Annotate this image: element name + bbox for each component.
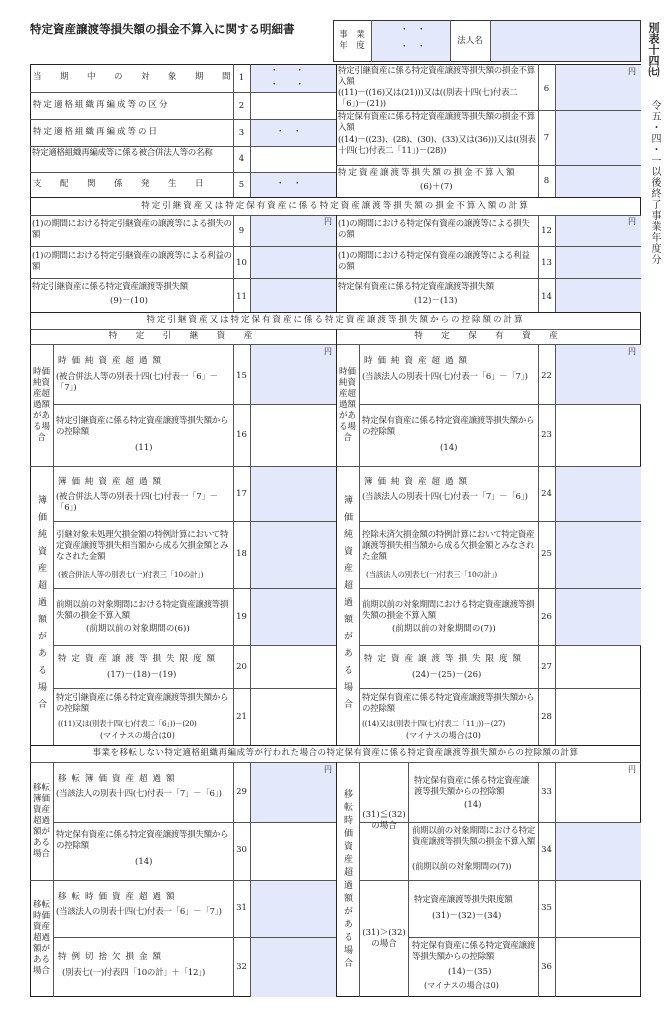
row-6-no: 6 [543, 84, 550, 94]
row-36-field[interactable] [556, 938, 641, 997]
row-4-field[interactable] [251, 147, 336, 172]
row-7-no: 7 [543, 133, 550, 143]
row-29-no: 29 [236, 787, 247, 797]
hojin-mei-label: 法人名 [457, 35, 483, 46]
row-33-label: 特定保有資産に係る特定資産譲渡等損失額からの控除額 [414, 776, 529, 797]
row-29-yen: 円 [324, 765, 332, 774]
row-4-label: 特定適格組織再編成等に係る被合併法人等の名称 [32, 148, 213, 158]
row-23-field[interactable] [556, 405, 641, 466]
row-31-field[interactable] [251, 881, 336, 937]
row-9-no: 9 [238, 226, 245, 236]
row-10-label: (1)の期間における特定引継資産の譲渡等による利益の額 [32, 251, 232, 272]
iten-jika-side-label: 移転時価資産超過額がある場合 [32, 900, 50, 976]
row-19-label: 前期以前の対象期間における特定資産譲渡等損失額の損金不算入額 [56, 600, 229, 621]
row-15-no: 15 [236, 371, 247, 381]
row-6-formula: ((11)－((16)又は(21)))又は((別表十四(七)付表二「6」)－(21)) [338, 88, 518, 109]
jika-left-side-label: 時価純資産超過額がある場合 [32, 366, 50, 443]
row-15-label: 時価純資産超過額 [58, 356, 167, 366]
row-34-no: 34 [541, 845, 552, 855]
row-9-label: (1)の期間における特定引継資産の譲渡等による損失の額 [32, 219, 232, 240]
row-8-label: 特定資産譲渡等損失額の損金不算入額 [338, 168, 517, 178]
row-16-field[interactable] [251, 405, 336, 466]
row-36-label: 特定保有資産に係る特定資産譲渡等損失額からの控除額 [412, 941, 536, 962]
row-5-dots: ・ ・ [276, 179, 302, 189]
row-21-note: (マイナスの場合は0) [100, 731, 175, 740]
row-2-label: 特定適格組織再編成等の区分 [33, 100, 170, 110]
row-1-dots-b: ・ ・ [270, 80, 305, 90]
row-31-label: 移転時価資産超過額 [58, 892, 180, 902]
section-3-title: 事業を移転しない特定適格組織再編成等が行われた場合の特定保有資産に係る特定資産譲渡等損失額からの控除額の計算 [92, 748, 579, 758]
row-23-label: 特定保有資産に係る特定資産譲渡等損失額からの控除額 [362, 416, 535, 437]
row-17-field[interactable] [251, 467, 336, 521]
row-29-label: 移転簿価資産超過額 [58, 774, 180, 784]
row-5-no: 5 [238, 180, 245, 190]
row-17-no: 17 [236, 489, 247, 499]
row-12-label: (1)の期間における特定保有資産の譲渡等による損失の額 [338, 219, 530, 240]
row-23-no: 23 [541, 430, 552, 440]
row-34-field[interactable] [556, 823, 641, 880]
row-33-no: 33 [541, 787, 552, 797]
row-35-label: 特定資産譲渡等損失限度額 [414, 895, 513, 905]
row-13-field[interactable] [556, 247, 641, 278]
row-16-formula: (11) [135, 443, 153, 453]
row-32-field[interactable] [251, 938, 336, 997]
row-28-no: 28 [541, 712, 552, 722]
row-15-yen: 円 [324, 347, 332, 356]
row-28-formula: ((14)又は(別表十四(七)付表二「11」))－(27) [362, 719, 505, 728]
row-28-label: 特定保有資産に係る特定資産譲渡等損失額からの控除額 [362, 693, 535, 714]
row-26-label: 前期以前の対象期間における特定資産譲渡等損失額の損金不算入額 [362, 600, 535, 621]
row-13-label: (1)の期間における特定保有資産の譲渡等による利益の額 [338, 251, 530, 272]
row-16-label: 特定引継資産に係る特定資産譲渡等損失額からの控除額 [56, 416, 229, 437]
row-21-label: 特定引継資産に係る特定資産譲渡等損失額からの控除額 [56, 693, 229, 714]
row-24-label: 簿価純資産超過額 [364, 477, 473, 487]
row-36-no: 36 [541, 962, 552, 972]
row-26-no: 26 [541, 612, 552, 622]
condition-a-label: (31)≦(32)の場合 [362, 810, 406, 831]
page-title: 特定資産譲渡等損失額の損金不算入に関する明細書 [30, 22, 295, 36]
row-18-no: 18 [236, 549, 247, 559]
row-18-label: 引継対象未処理欠損金額の特例計算において特定資産譲渡等損失相当額から成る欠損金額とみなされた金額 [56, 530, 229, 562]
row-28-note: (マイナスの場合は0) [406, 731, 481, 740]
row-20-formula: (17)－(18)－(19) [107, 670, 177, 680]
row-27-field[interactable] [556, 646, 641, 688]
row-1-label: 当 期 中 の 対 象 期 間 [33, 72, 236, 82]
row-1-dots: ・ ・ [270, 66, 305, 76]
row-18-field[interactable] [251, 522, 336, 588]
row-17-formula: (被合併法人等の別表十四(七)付表一「7」－「6」) [56, 492, 218, 513]
row-27-no: 27 [541, 662, 552, 672]
section-2-title: 特定引継資産又は特定保有資産に係る特定資産譲渡等損失額からの控除額の計算 [146, 315, 525, 325]
row-36-note: (マイナスの場合は0) [424, 981, 499, 990]
row-5-label: 支 配 関 係 発 生 日 [33, 179, 209, 189]
row-3-label: 特定適格組織再編成等の日 [33, 127, 160, 137]
row-35-field[interactable] [556, 881, 641, 937]
jigyo-nendo-label: 事 業 年 度 [339, 30, 365, 51]
row-11-label: 特定引継資産に係る特定資産譲渡等損失額 [32, 282, 188, 292]
row-9-yen: 円 [324, 217, 332, 226]
jigyo-nendo-dots-1: ・ ・ [400, 25, 426, 35]
row-21-formula: ((11)又は(別表十四(七)付表二「6」))－(20) [58, 719, 197, 728]
row-8-no: 8 [543, 176, 550, 186]
row-3-dots: ・ ・ [276, 127, 302, 137]
row-27-formula: (24)－(25)－(26) [412, 670, 482, 680]
row-1-no: 1 [238, 73, 245, 83]
row-12-no: 12 [541, 226, 552, 236]
row-32-label: 特例切捨欠損金額 [58, 952, 167, 962]
row-10-field[interactable] [251, 247, 336, 278]
row-7-formula: ((14)－((23)、(28)、(30)、(33)又は(36)))又は((別表十四(七)付表二「11」)－(28)) [338, 135, 536, 156]
iten-jika-right-side-label: 移転時価資産超過額がある場合 [342, 788, 352, 971]
section-2-left-head: 特 定 引 継 資 産 [108, 331, 258, 341]
row-31-formula: (当該法人の別表十四(七)付表一「6」－「7」) [56, 907, 222, 917]
row-2-field[interactable] [251, 93, 336, 119]
boka-left-side-label: 簿価純資産超過額がある場合 [36, 495, 46, 716]
row-20-no: 20 [236, 662, 247, 672]
row-2-no: 2 [238, 101, 245, 111]
row-22-formula: (当該法人の別表十四(七)付表一「6」－「7」) [362, 372, 528, 382]
row-21-field[interactable] [251, 689, 336, 745]
row-6-yen: 円 [628, 67, 636, 76]
row-20-field[interactable] [251, 646, 336, 688]
row-11-formula: (9)－(10) [110, 296, 148, 306]
row-16-no: 16 [236, 430, 247, 440]
hojin-mei-field[interactable] [491, 21, 640, 61]
row-7-label: 特定保有資産に係る特定資産譲渡等損失額の損金不算入額 [338, 112, 535, 133]
row-4-no: 4 [238, 154, 245, 164]
row-14-formula: (12)－(13) [414, 296, 458, 306]
row-24-no: 24 [541, 489, 552, 499]
row-34-label: 前期以前の対象期間における特定資産譲渡等損失額の損金不算入額 [412, 826, 536, 847]
row-6-label: 特定引継資産に係る特定資産譲渡等損失額の損金不算入額 [338, 66, 535, 87]
section-1-title: 特定引継資産又は特定保有資産に係る特定資産譲渡等損失額の損金不算入額の計算 [141, 200, 530, 211]
row-30-no: 30 [236, 845, 247, 855]
row-31-no: 31 [236, 903, 247, 913]
row-13-no: 13 [541, 258, 552, 268]
row-8-field[interactable] [556, 166, 641, 197]
row-22-no: 22 [541, 371, 552, 381]
row-17-label: 簿価純資産超過額 [58, 477, 167, 487]
row-14-label: 特定保有資産に係る特定資産譲渡等損失額 [338, 282, 494, 292]
row-22-yen: 円 [628, 347, 636, 356]
row-35-formula: (31)－(32)－(34) [432, 911, 502, 921]
row-18-formula: (被合併法人等の別表七(一)付表三「10の計」) [58, 570, 204, 579]
row-25-formula: (当該法人の別表七(一)付表三「10の計」) [366, 570, 497, 579]
row-27-label: 特定資産譲渡等損失限度額 [364, 654, 527, 664]
row-33-formula: (14) [464, 800, 482, 810]
row-36-formula: (14)－(35) [448, 967, 492, 977]
row-10-no: 10 [236, 258, 247, 268]
row-20-label: 特定資産譲渡等損失限度額 [58, 654, 221, 664]
row-19-field[interactable] [251, 589, 336, 645]
form-number-label: 別表十四㈦ [647, 22, 660, 77]
jigyo-nendo-dots-2: ・ ・ [400, 42, 426, 52]
row-23-formula: (14) [440, 443, 458, 453]
row-8-formula: (6)＋(7) [420, 182, 453, 192]
section-2-right-head: 特 定 保 有 資 産 [414, 331, 563, 341]
row-15-formula: (被合併法人等の別表十四(七)付表一「6」－「7」) [56, 372, 218, 393]
row-19-formula: (前期以前の対象期間の(6)) [86, 624, 190, 634]
row-24-field[interactable] [556, 467, 641, 521]
row-32-formula: (別表七(一)付表四「10の計」＋「12」) [62, 968, 206, 978]
row-25-label: 控除未済欠損金額の特例計算において特定資産譲渡等損失相当額から成る欠損金額とみなされた金額 [362, 530, 535, 562]
boka-right-side-label: 簿価純資産超過額がある場合 [342, 495, 352, 716]
row-34-formula: (前期以前の対象期間の(7)) [412, 862, 512, 872]
row-19-no: 19 [236, 612, 247, 622]
row-11-no: 11 [236, 292, 247, 302]
row-30-field[interactable] [251, 823, 336, 880]
row-3-no: 3 [238, 128, 245, 138]
row-7-field[interactable] [556, 111, 641, 165]
row-33-yen: 円 [628, 765, 636, 774]
row-35-no: 35 [541, 903, 552, 913]
row-24-formula: (当該法人の別表十四(七)付表一「7」－「6」) [362, 492, 528, 502]
row-29-formula: (当該法人の別表十四(七)付表一「7」－「6」) [56, 789, 222, 799]
iten-boka-side-label: 移転簿価資産超過額がある場合 [32, 782, 50, 859]
row-14-no: 14 [541, 292, 552, 302]
row-11-field[interactable] [251, 279, 336, 312]
applicable-period-note: 令五・四・一以後終了事業年度分 [649, 100, 660, 265]
row-32-no: 32 [236, 962, 247, 972]
row-30-formula: (14) [135, 857, 153, 867]
row-26-field[interactable] [556, 589, 641, 645]
jika-right-side-label: 時価純資産超過額がある場合 [338, 366, 356, 443]
row-25-no: 25 [541, 549, 552, 559]
row-14-field[interactable] [556, 279, 641, 312]
row-25-field[interactable] [556, 522, 641, 588]
row-26-formula: (前期以前の対象期間の(7)) [392, 624, 496, 634]
row-21-no: 21 [236, 712, 247, 722]
row-30-label: 特定保有資産に係る特定資産譲渡等損失額からの控除額 [56, 830, 229, 851]
row-28-field[interactable] [556, 689, 641, 745]
row-12-yen: 円 [628, 217, 636, 226]
row-22-label: 時価純資産超過額 [364, 356, 473, 366]
condition-b-label: (31)＞(32)の場合 [362, 927, 406, 949]
